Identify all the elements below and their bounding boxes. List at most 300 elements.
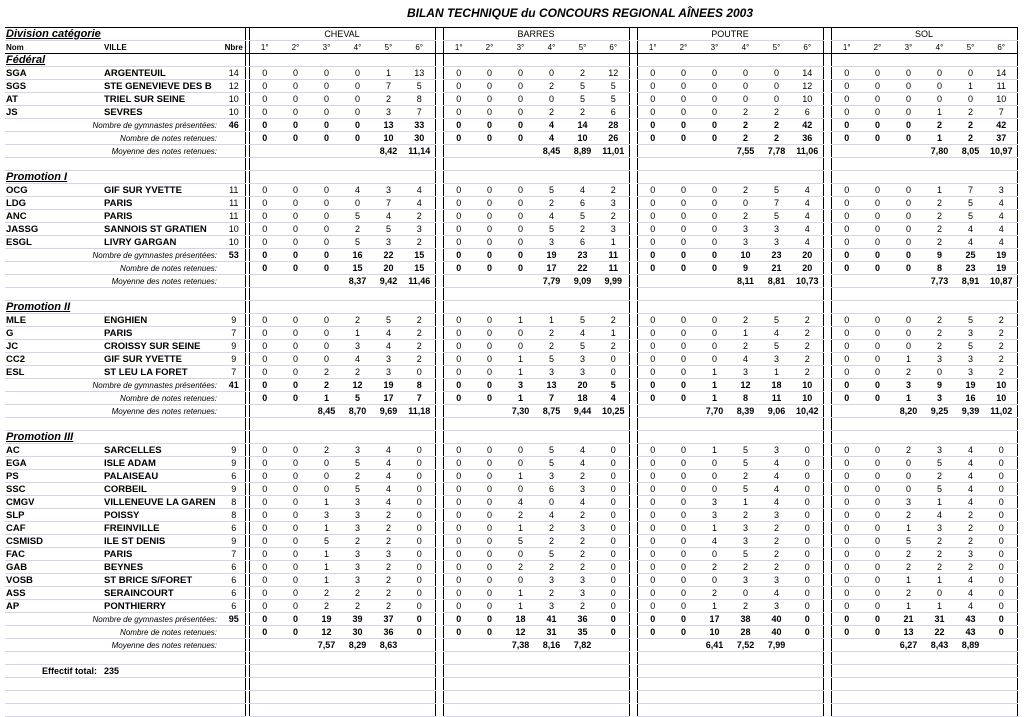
value-cell: 2	[986, 314, 1017, 327]
value-cell: 0	[280, 587, 311, 600]
value-cell: 0	[280, 574, 311, 587]
value-cell: 0	[598, 587, 629, 600]
value-cell: 7	[761, 197, 792, 210]
average-value: 10,42	[792, 405, 823, 418]
retained-value: 0	[893, 132, 924, 145]
club-code: LDG	[5, 197, 103, 210]
place-header: 3°	[311, 41, 342, 54]
value-cell: 0	[986, 496, 1017, 509]
value-cell: 7	[986, 106, 1017, 119]
average-value: 7,79	[536, 275, 567, 288]
value-cell: 2	[924, 340, 955, 353]
value-cell: 0	[792, 457, 823, 470]
value-cell: 0	[249, 548, 280, 561]
value-cell: 0	[443, 470, 474, 483]
value-cell: 0	[792, 600, 823, 613]
value-cell: 3	[373, 184, 404, 197]
section-title: Promotion II	[5, 301, 223, 314]
value-cell: 0	[443, 561, 474, 574]
value-cell: 0	[249, 340, 280, 353]
value-cell: 0	[311, 223, 342, 236]
club-code: JASSG	[5, 223, 103, 236]
average-value	[280, 639, 311, 652]
value-cell: 0	[955, 67, 986, 80]
value-cell: 12	[792, 80, 823, 93]
value-cell: 0	[862, 600, 893, 613]
average-value	[893, 145, 924, 158]
value-cell: 2	[924, 197, 955, 210]
retained-value: 0	[831, 262, 862, 275]
value-cell: 0	[831, 600, 862, 613]
value-cell: 2	[373, 509, 404, 522]
value-cell: 7	[404, 106, 435, 119]
average-value	[831, 145, 862, 158]
value-cell: 2	[536, 340, 567, 353]
club-row	[5, 236, 1017, 249]
value-cell: 1	[924, 600, 955, 613]
value-cell: 0	[668, 210, 699, 223]
value-cell: 1	[893, 522, 924, 535]
value-cell: 2	[986, 340, 1017, 353]
value-cell: 3	[536, 600, 567, 613]
section-total: 46	[223, 119, 245, 132]
retained-value: 11	[761, 392, 792, 405]
club-code: FAC	[5, 548, 103, 561]
value-cell: 0	[862, 210, 893, 223]
value-cell: 0	[474, 314, 505, 327]
average-value	[404, 639, 435, 652]
retained-value: 12	[311, 626, 342, 639]
value-cell: 2	[924, 210, 955, 223]
value-cell: 4	[955, 600, 986, 613]
value-cell: 0	[831, 587, 862, 600]
retained-value: 4	[598, 392, 629, 405]
average-value: 8,05	[955, 145, 986, 158]
average-value	[668, 275, 699, 288]
value-cell: 4	[505, 496, 536, 509]
presented-value: 0	[831, 379, 862, 392]
value-cell: 0	[831, 106, 862, 119]
value-cell: 4	[373, 327, 404, 340]
value-cell: 3	[567, 353, 598, 366]
presented-value: 43	[955, 613, 986, 626]
value-cell: 4	[955, 223, 986, 236]
nbre-header: Nbre	[223, 41, 245, 54]
value-cell: 0	[404, 561, 435, 574]
club-row	[5, 184, 1017, 197]
club-code: SGS	[5, 80, 103, 93]
presented-value: 0	[831, 119, 862, 132]
retained-value: 7	[536, 392, 567, 405]
value-cell: 0	[831, 574, 862, 587]
presented-value: 0	[280, 613, 311, 626]
value-cell: 1	[311, 496, 342, 509]
value-cell: 0	[505, 67, 536, 80]
presented-value: 0	[862, 613, 893, 626]
average-value	[311, 145, 342, 158]
value-cell: 3	[342, 574, 373, 587]
value-cell: 4	[373, 340, 404, 353]
value-cell: 0	[924, 93, 955, 106]
retained-value: 10	[986, 392, 1017, 405]
presented-value: 2	[311, 379, 342, 392]
value-cell: 2	[536, 327, 567, 340]
value-cell: 3	[730, 223, 761, 236]
average-value: 9,99	[598, 275, 629, 288]
value-cell: 2	[404, 236, 435, 249]
average-value: 6,27	[893, 639, 924, 652]
value-cell: 0	[443, 80, 474, 93]
average-value: 7,30	[505, 405, 536, 418]
retained-value: 0	[668, 262, 699, 275]
value-cell: 2	[893, 509, 924, 522]
retained-value: 21	[761, 262, 792, 275]
value-cell: 0	[862, 457, 893, 470]
value-cell: 0	[893, 483, 924, 496]
value-cell: 2	[699, 587, 730, 600]
retained-value: 17	[536, 262, 567, 275]
value-cell: 0	[668, 184, 699, 197]
value-cell: 0	[474, 366, 505, 379]
presented-value: 39	[342, 613, 373, 626]
presented-value: 25	[955, 249, 986, 262]
club-city: SARCELLES	[103, 444, 223, 457]
value-cell: 5	[536, 444, 567, 457]
value-cell: 0	[598, 457, 629, 470]
retained-value: 37	[986, 132, 1017, 145]
value-cell: 2	[893, 366, 924, 379]
value-cell: 0	[699, 353, 730, 366]
value-cell: 0	[986, 457, 1017, 470]
value-cell: 0	[637, 561, 668, 574]
value-cell: 0	[443, 509, 474, 522]
value-cell: 0	[668, 548, 699, 561]
value-cell: 0	[249, 210, 280, 223]
value-cell: 0	[443, 184, 474, 197]
average-value: 9,44	[567, 405, 598, 418]
average-value	[474, 405, 505, 418]
presented-value: 0	[474, 379, 505, 392]
value-cell: 0	[831, 340, 862, 353]
value-cell: 8	[404, 93, 435, 106]
club-city: PALAISEAU	[103, 470, 223, 483]
average-value: 7,38	[505, 639, 536, 652]
retained-value: 22	[567, 262, 598, 275]
value-cell: 6	[792, 106, 823, 119]
value-cell: 0	[699, 327, 730, 340]
value-cell: 4	[986, 197, 1017, 210]
value-cell: 0	[893, 470, 924, 483]
value-cell: 2	[761, 106, 792, 119]
value-cell: 0	[668, 223, 699, 236]
value-cell: 1	[893, 600, 924, 613]
average-value: 10,73	[792, 275, 823, 288]
value-cell: 2	[924, 236, 955, 249]
value-cell: 0	[280, 457, 311, 470]
presented-value: 0	[280, 249, 311, 262]
value-cell: 4	[986, 236, 1017, 249]
presented-value: 0	[637, 119, 668, 132]
value-cell: 0	[249, 574, 280, 587]
value-cell: 3	[730, 574, 761, 587]
average-value	[893, 275, 924, 288]
value-cell: 0	[342, 80, 373, 93]
club-city: SANNOIS ST GRATIEN	[103, 223, 223, 236]
average-value	[699, 145, 730, 158]
retained-value: 0	[831, 392, 862, 405]
club-city: CORBEIL	[103, 483, 223, 496]
presented-value: 36	[567, 613, 598, 626]
value-cell: 0	[598, 574, 629, 587]
value-cell: 2	[730, 106, 761, 119]
value-cell: 0	[637, 67, 668, 80]
value-cell: 0	[831, 210, 862, 223]
retained-value: 0	[637, 626, 668, 639]
value-cell: 0	[668, 600, 699, 613]
value-cell: 0	[986, 444, 1017, 457]
average-value	[668, 145, 699, 158]
presented-value: 19	[986, 249, 1017, 262]
value-cell: 3	[924, 522, 955, 535]
average-row	[5, 405, 1017, 418]
value-cell: 3	[955, 548, 986, 561]
presented-value: 3	[505, 379, 536, 392]
average-value: 8,43	[924, 639, 955, 652]
presented-value: 0	[443, 249, 474, 262]
value-cell: 0	[637, 210, 668, 223]
retained-value: 18	[567, 392, 598, 405]
average-value: 8,70	[342, 405, 373, 418]
value-cell: 0	[637, 80, 668, 93]
value-cell: 0	[505, 93, 536, 106]
value-cell: 2	[342, 470, 373, 483]
retained-label: Nombre de notes retenues:	[5, 626, 223, 639]
value-cell: 0	[249, 535, 280, 548]
retained-value: 19	[986, 262, 1017, 275]
value-cell: 0	[893, 340, 924, 353]
presented-value: 21	[893, 613, 924, 626]
value-cell: 2	[792, 353, 823, 366]
club-count: 8	[223, 496, 245, 509]
retained-value: 10	[373, 132, 404, 145]
subheader-row	[5, 41, 1017, 54]
average-value	[342, 145, 373, 158]
retained-value: 4	[536, 132, 567, 145]
club-city: ST LEU LA FORET	[103, 366, 223, 379]
value-cell: 0	[280, 509, 311, 522]
value-cell: 2	[924, 470, 955, 483]
value-cell: 0	[280, 522, 311, 535]
value-cell: 0	[404, 574, 435, 587]
club-count: 11	[223, 184, 245, 197]
club-count: 9	[223, 314, 245, 327]
value-cell: 0	[474, 444, 505, 457]
place-header: 5°	[373, 41, 404, 54]
value-cell: 4	[955, 444, 986, 457]
value-cell: 0	[637, 574, 668, 587]
average-value	[474, 275, 505, 288]
retained-value: 12	[505, 626, 536, 639]
value-cell: 5	[567, 93, 598, 106]
value-cell: 2	[730, 210, 761, 223]
club-row	[5, 223, 1017, 236]
retained-value: 0	[792, 626, 823, 639]
club-code: CC2	[5, 353, 103, 366]
value-cell: 0	[443, 106, 474, 119]
value-cell: 3	[598, 197, 629, 210]
retained-value: 0	[831, 626, 862, 639]
value-cell: 5	[404, 80, 435, 93]
value-cell: 0	[699, 314, 730, 327]
value-cell: 0	[280, 483, 311, 496]
retained-value: 0	[598, 626, 629, 639]
value-cell: 0	[761, 67, 792, 80]
value-cell: 0	[474, 327, 505, 340]
value-cell: 5	[311, 535, 342, 548]
retained-value: 10	[792, 392, 823, 405]
value-cell: 0	[730, 80, 761, 93]
value-cell: 0	[893, 197, 924, 210]
club-row	[5, 314, 1017, 327]
value-cell: 1	[699, 366, 730, 379]
value-cell: 2	[567, 67, 598, 80]
value-cell: 0	[311, 67, 342, 80]
value-cell: 0	[443, 236, 474, 249]
value-cell: 2	[761, 548, 792, 561]
value-cell: 2	[342, 366, 373, 379]
ville-header: VILLE	[103, 41, 223, 54]
value-cell: 2	[311, 600, 342, 613]
value-cell: 0	[668, 67, 699, 80]
presented-value: 0	[311, 249, 342, 262]
value-cell: 5	[598, 93, 629, 106]
presented-value: 0	[668, 613, 699, 626]
average-value	[862, 275, 893, 288]
value-cell: 2	[598, 314, 629, 327]
value-cell: 1	[598, 236, 629, 249]
value-cell: 5	[536, 457, 567, 470]
value-cell: 0	[893, 327, 924, 340]
value-cell: 0	[505, 184, 536, 197]
value-cell: 5	[598, 80, 629, 93]
place-header: 1°	[249, 41, 280, 54]
value-cell: 0	[893, 106, 924, 119]
presented-value: 10	[730, 249, 761, 262]
club-count: 8	[223, 509, 245, 522]
value-cell: 0	[280, 197, 311, 210]
value-cell: 0	[699, 93, 730, 106]
value-cell: 1	[761, 366, 792, 379]
value-cell: 0	[474, 93, 505, 106]
place-header: 3°	[699, 41, 730, 54]
average-value	[668, 405, 699, 418]
presented-label: Nombre de gymnastes présentées:	[5, 379, 223, 392]
value-cell: 0	[730, 197, 761, 210]
value-cell: 5	[342, 210, 373, 223]
value-cell: 0	[761, 93, 792, 106]
value-cell: 0	[311, 483, 342, 496]
average-row	[5, 639, 1017, 652]
value-cell: 4	[955, 236, 986, 249]
value-cell: 0	[249, 509, 280, 522]
place-header: 4°	[730, 41, 761, 54]
average-value: 11,02	[986, 405, 1017, 418]
club-row	[5, 93, 1017, 106]
value-cell: 3	[373, 353, 404, 366]
presented-value: 10	[792, 379, 823, 392]
value-cell: 0	[280, 561, 311, 574]
club-code: SGA	[5, 67, 103, 80]
retained-value: 0	[831, 132, 862, 145]
average-row	[5, 275, 1017, 288]
value-cell: 0	[443, 314, 474, 327]
average-value	[831, 639, 862, 652]
average-value: 9,69	[373, 405, 404, 418]
value-cell: 2	[986, 366, 1017, 379]
club-row	[5, 509, 1017, 522]
value-cell: 1	[373, 67, 404, 80]
club-city: PARIS	[103, 548, 223, 561]
value-cell: 0	[862, 522, 893, 535]
value-cell: 2	[505, 509, 536, 522]
spacer-row	[5, 704, 1017, 717]
value-cell: 0	[924, 67, 955, 80]
value-cell: 0	[249, 522, 280, 535]
club-code: ANC	[5, 210, 103, 223]
value-cell: 0	[249, 93, 280, 106]
presented-value: 14	[567, 119, 598, 132]
club-city: FREINVILLE	[103, 522, 223, 535]
effectif-value: 235	[103, 665, 223, 678]
value-cell: 1	[311, 548, 342, 561]
club-code: ESGL	[5, 236, 103, 249]
section-total: 95	[223, 613, 245, 626]
value-cell: 0	[924, 80, 955, 93]
value-cell: 0	[893, 184, 924, 197]
value-cell: 3	[311, 509, 342, 522]
value-cell: 5	[893, 535, 924, 548]
value-cell: 1	[598, 327, 629, 340]
value-cell: 0	[474, 210, 505, 223]
value-cell: 2	[893, 587, 924, 600]
value-cell: 3	[373, 548, 404, 561]
value-cell: 0	[986, 483, 1017, 496]
value-cell: 4	[699, 535, 730, 548]
presented-row	[5, 249, 1017, 262]
retained-value: 0	[986, 626, 1017, 639]
value-cell: 0	[862, 587, 893, 600]
club-count: 10	[223, 93, 245, 106]
value-cell: 14	[986, 67, 1017, 80]
value-cell: 0	[311, 184, 342, 197]
value-cell: 0	[404, 444, 435, 457]
value-cell: 1	[311, 574, 342, 587]
value-cell: 4	[342, 184, 373, 197]
value-cell: 3	[342, 561, 373, 574]
value-cell: 1	[955, 80, 986, 93]
value-cell: 0	[474, 80, 505, 93]
value-cell: 0	[280, 444, 311, 457]
value-cell: 2	[404, 340, 435, 353]
value-cell: 2	[404, 353, 435, 366]
retained-value: 5	[342, 392, 373, 405]
average-value: 9,09	[567, 275, 598, 288]
average-value: 7,73	[924, 275, 955, 288]
value-cell: 2	[598, 340, 629, 353]
value-cell: 1	[505, 314, 536, 327]
value-cell: 5	[761, 340, 792, 353]
average-label: Moyenne des notes retenues:	[5, 639, 223, 652]
